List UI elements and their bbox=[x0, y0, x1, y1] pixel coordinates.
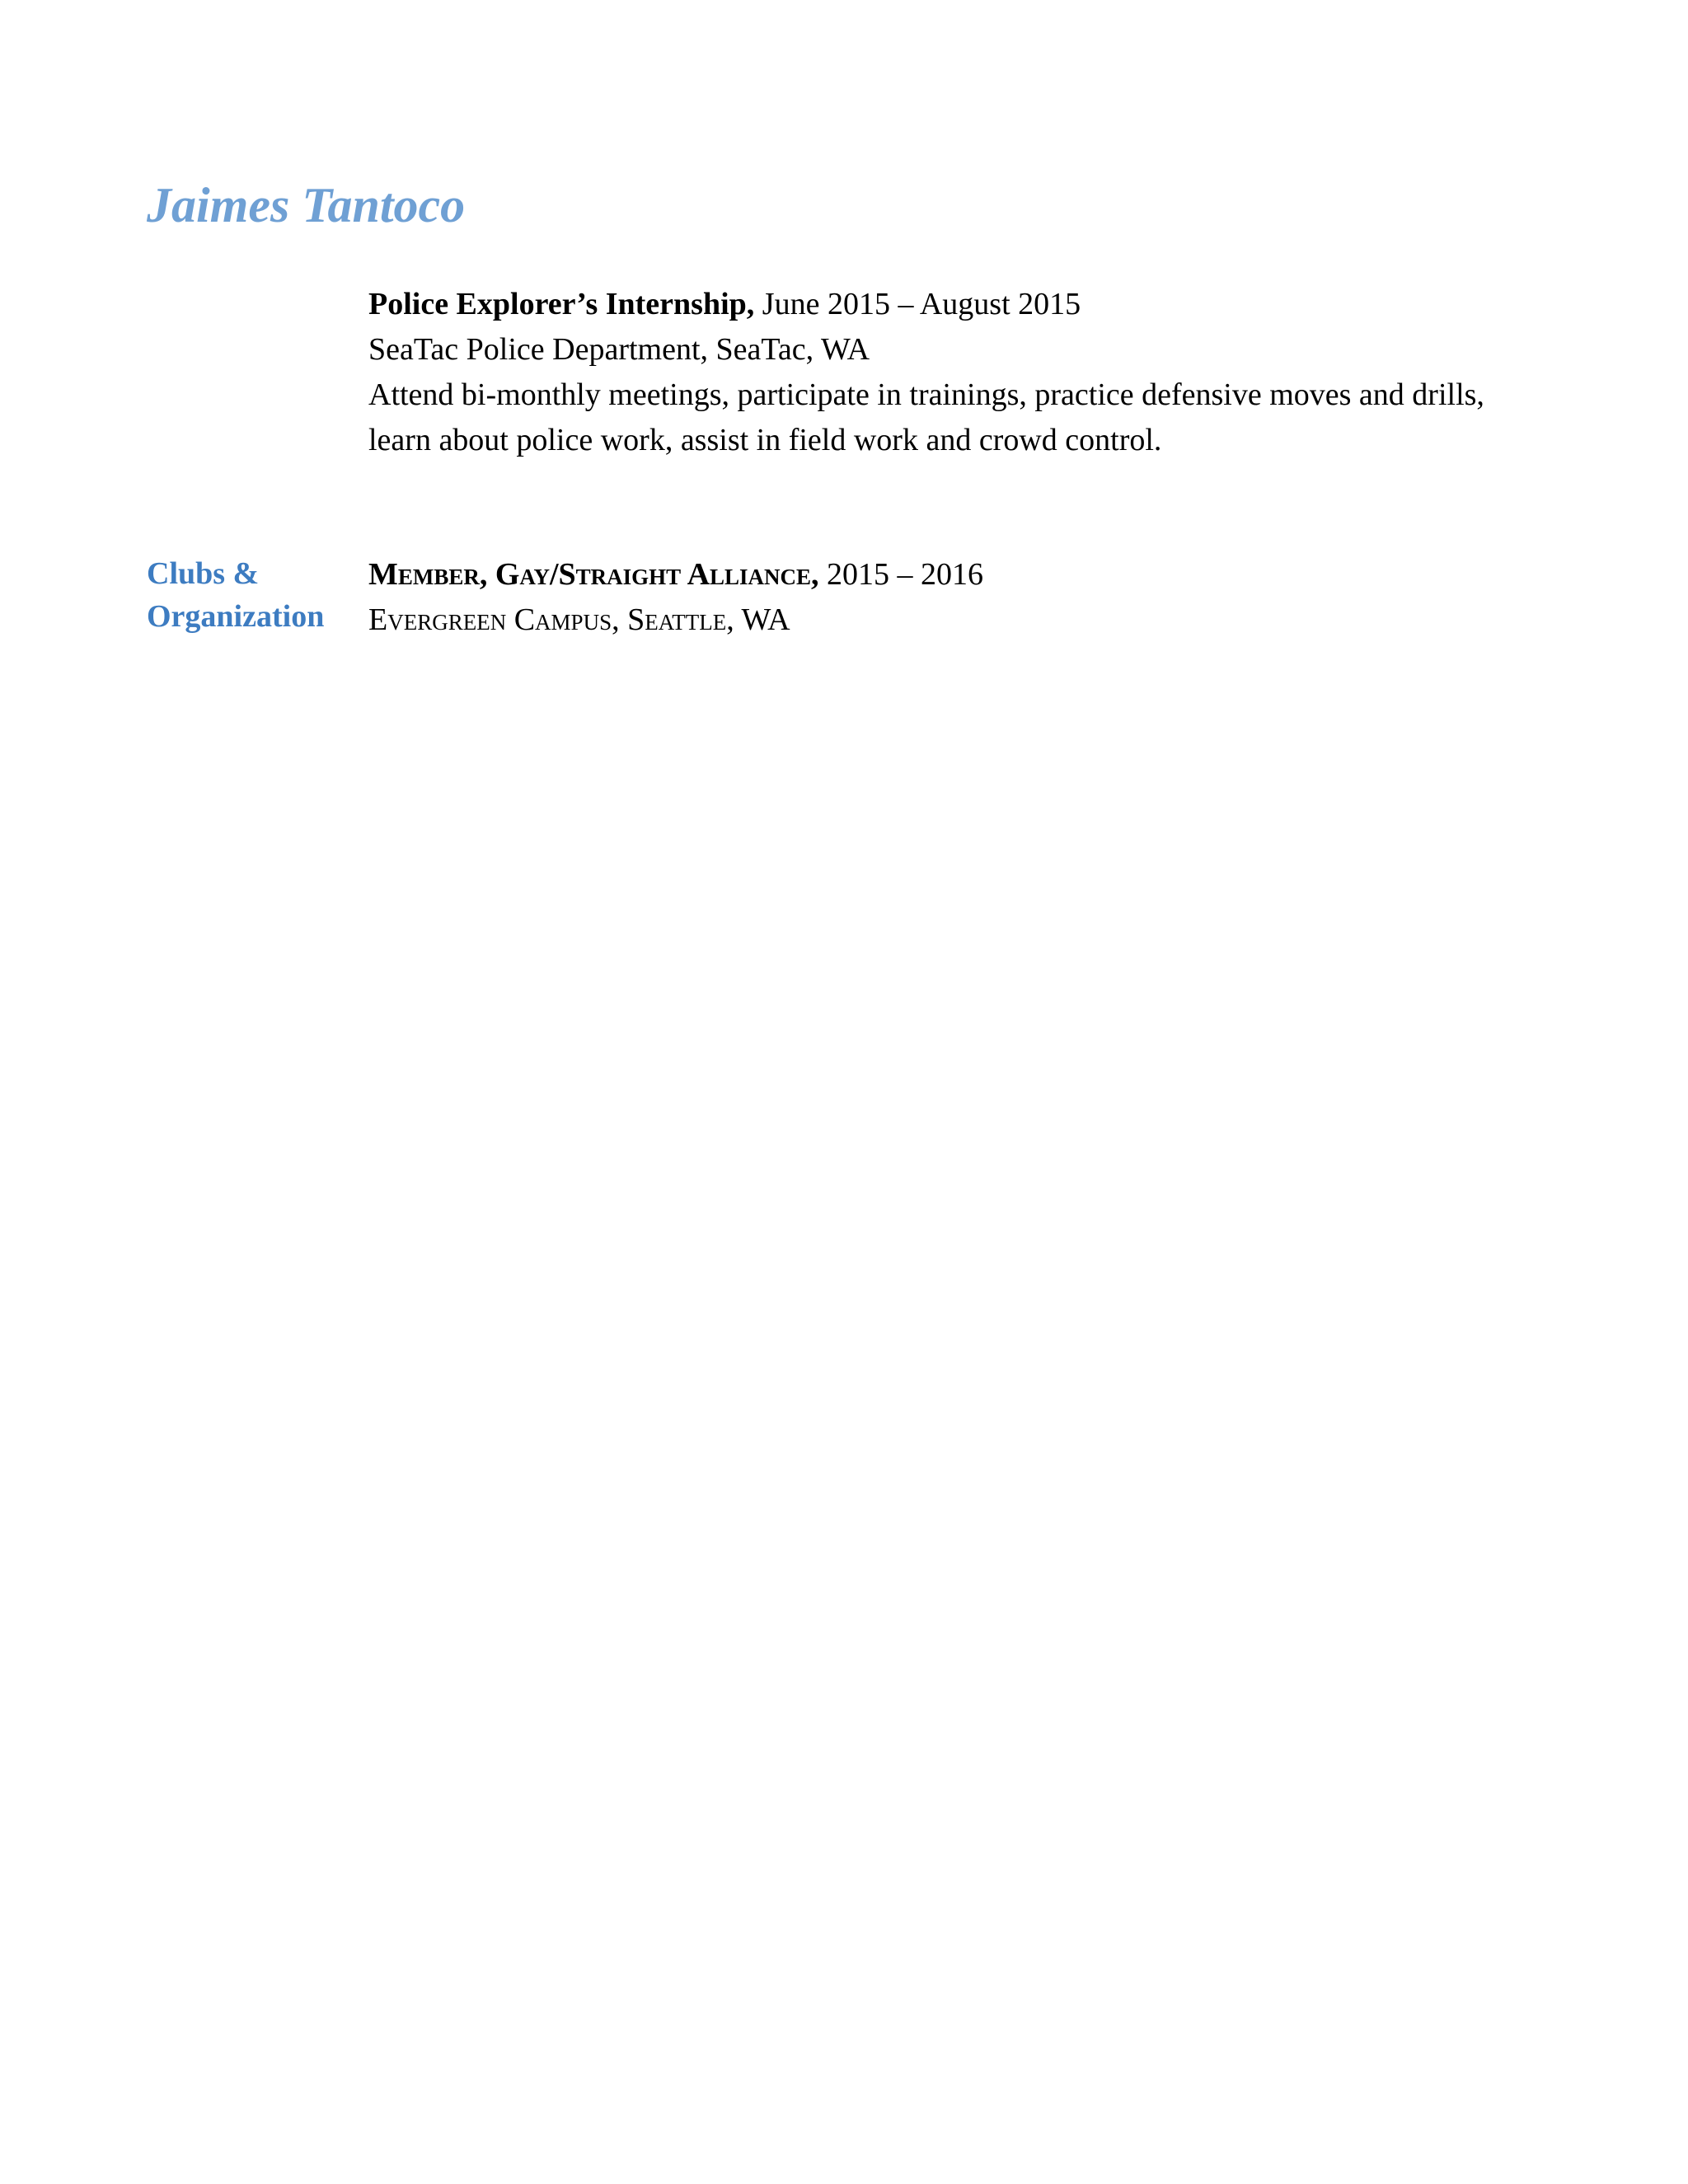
section-label-line-1: Clubs & bbox=[147, 556, 260, 591]
candidate-name: Jaimes Tantoco bbox=[147, 178, 466, 232]
internship-heading bbox=[368, 282, 1522, 327]
internship-organization: SeaTac Police Department, SeaTac, WA bbox=[368, 332, 870, 367]
club-dates: 2015 – 2016 bbox=[818, 557, 984, 592]
section-label-clubs bbox=[147, 552, 353, 638]
club-location: Evergreen Campus, Seattle, WA bbox=[368, 602, 790, 637]
internship-title: Police Explorer’s Internship, bbox=[368, 287, 755, 321]
internship-description: Attend bi-monthly meetings, participate in trainings, practice defensive moves and drills, learn about police work, assist in field work and crowd control. bbox=[368, 377, 1484, 457]
club-role: Member, Gay/Straight Alliance, bbox=[368, 557, 819, 592]
club-heading bbox=[368, 552, 1522, 598]
internship-entry bbox=[368, 282, 1522, 463]
section-label-line-2: Organization bbox=[147, 599, 325, 634]
club-entry bbox=[368, 552, 1522, 643]
internship-dates: June 2015 – August 2015 bbox=[754, 287, 1081, 321]
